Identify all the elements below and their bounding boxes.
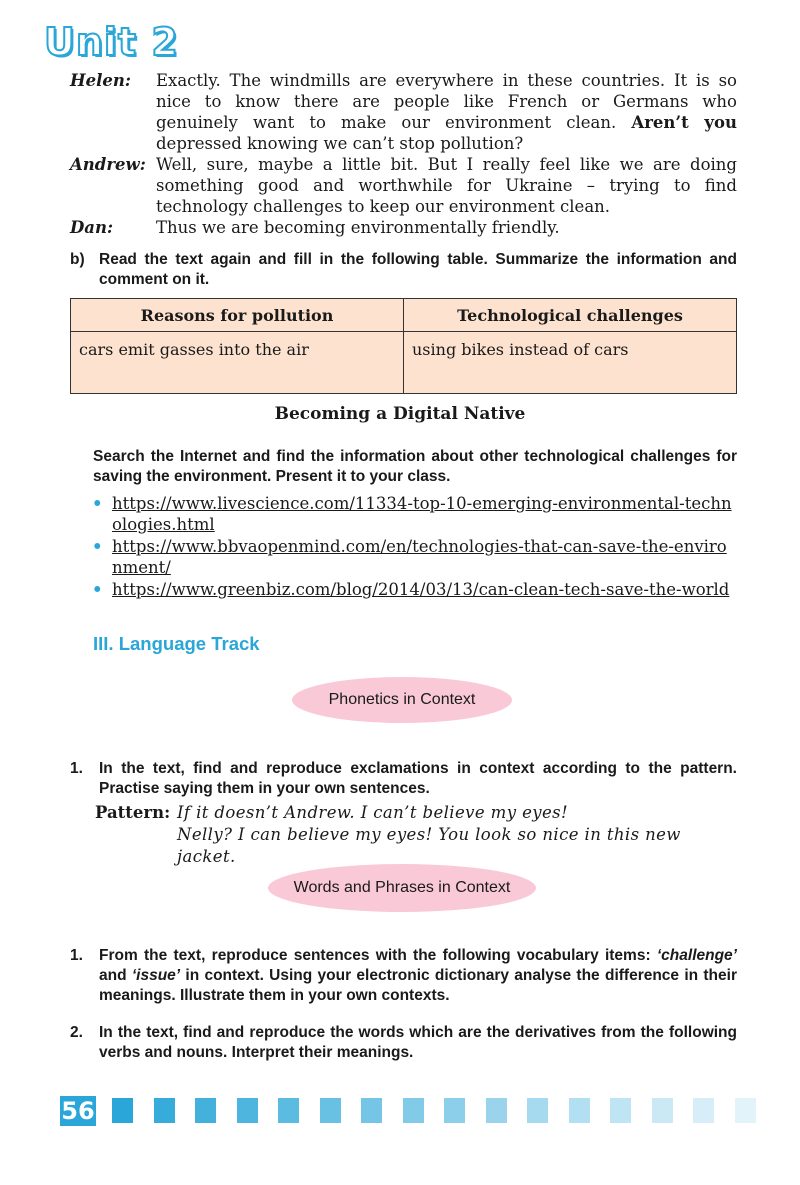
decorative-square bbox=[569, 1098, 590, 1123]
list-item bbox=[92, 536, 737, 578]
decorative-square bbox=[735, 1098, 756, 1123]
pattern-label: Pattern: bbox=[95, 803, 171, 822]
words-phrases-badge: Words and Phrases in Context bbox=[268, 864, 536, 912]
decorative-square bbox=[361, 1098, 382, 1123]
decorative-square bbox=[652, 1098, 673, 1123]
task-1-vocabulary bbox=[70, 946, 737, 1006]
speech-emphasis: Aren’t you bbox=[631, 113, 737, 132]
decorative-square bbox=[320, 1098, 341, 1123]
language-track-title: III. Language Track bbox=[93, 633, 260, 654]
speech-text: depressed knowing we can’t stop pollution? bbox=[156, 134, 524, 153]
list-item bbox=[92, 493, 737, 535]
pattern-row bbox=[95, 802, 737, 824]
speaker: Andrew: bbox=[70, 155, 146, 174]
task-text: In the text, find and reproduce exclamations in context according to the pattern. Practise saying them in your own sentences. bbox=[99, 760, 737, 797]
decorative-square bbox=[112, 1098, 133, 1123]
table-cell[interactable]: cars emit gasses into the air bbox=[71, 332, 404, 394]
pollution-table bbox=[70, 298, 737, 394]
pattern-example: Nelly? I can believe my eyes! You look so nice in this new jacket. bbox=[177, 825, 681, 866]
dialogue-line bbox=[70, 217, 737, 238]
task-text: Read the text again and fill in the following table. Summarize the information and comment on it. bbox=[99, 251, 737, 288]
task-number: 1. bbox=[70, 947, 83, 964]
task-number: 1. bbox=[70, 760, 83, 777]
task-b bbox=[70, 250, 737, 290]
decorative-square bbox=[403, 1098, 424, 1123]
digital-instruction bbox=[93, 447, 737, 487]
task-text: Search the Internet and find the information about other technological challenges for saving the environment. Present it to your class. bbox=[93, 448, 737, 485]
table-header: Technological challenges bbox=[404, 299, 737, 332]
decorative-square bbox=[237, 1098, 258, 1123]
speech: Thus we are becoming environmentally friendly. bbox=[156, 218, 560, 237]
task-text-part: From the text, reproduce sentences with the following vocabulary items: bbox=[99, 947, 657, 964]
task-1-exclamations bbox=[70, 759, 737, 799]
task-number: 2. bbox=[70, 1024, 83, 1041]
web-link[interactable]: https://www.livescience.com/11334-top-10-emerging-environmental-technologies.html bbox=[112, 494, 732, 534]
decorative-square bbox=[444, 1098, 465, 1123]
task-number: b) bbox=[70, 251, 85, 268]
decorative-square bbox=[154, 1098, 175, 1123]
task-2-derivatives bbox=[70, 1023, 737, 1063]
vocab-item: ‘issue’ bbox=[131, 967, 181, 984]
list-item bbox=[92, 579, 737, 600]
table-row bbox=[71, 332, 737, 394]
web-link[interactable]: https://www.bbvaopenmind.com/en/technologies-that-can-save-the-environment/ bbox=[112, 537, 727, 577]
vocab-item: ‘challenge’ bbox=[656, 947, 737, 964]
pattern-row bbox=[95, 824, 737, 868]
bullet-icon: • bbox=[92, 537, 103, 556]
decorative-square bbox=[278, 1098, 299, 1123]
decorative-square bbox=[610, 1098, 631, 1123]
pattern-spacer bbox=[95, 824, 177, 868]
dialogue bbox=[70, 70, 737, 238]
link-list bbox=[92, 493, 737, 601]
task-text bbox=[99, 946, 737, 1006]
speaker: Dan: bbox=[70, 218, 114, 237]
task-text-part: in context. Using your electronic dictionary analyse the difference in their meanings. Illustrate them in your own contexts. bbox=[99, 967, 737, 1004]
bullet-icon: • bbox=[92, 580, 103, 599]
speaker: Helen: bbox=[70, 71, 131, 90]
pattern-example: If it doesn’t Andrew. I can’t believe my eyes! bbox=[177, 803, 569, 822]
speech bbox=[156, 70, 737, 154]
table-header: Reasons for pollution bbox=[71, 299, 404, 332]
decorative-square bbox=[693, 1098, 714, 1123]
table-cell[interactable]: using bikes instead of cars bbox=[404, 332, 737, 394]
dialogue-line bbox=[70, 154, 737, 217]
task-text: In the text, find and reproduce the words which are the derivatives from the following verbs and nouns. Interpret their meanings. bbox=[99, 1024, 737, 1061]
pattern-block bbox=[95, 802, 737, 868]
phonetics-badge: Phonetics in Context bbox=[292, 677, 512, 723]
decorative-square bbox=[527, 1098, 548, 1123]
speech-text: Exactly. The windmills are everywhere in these countries. It is so nice to know there are people like French or Germans who genuinely want to make our environment clean. bbox=[156, 71, 737, 132]
decorative-square bbox=[486, 1098, 507, 1123]
speech: Well, sure, maybe a little bit. But I really feel like we are doing something good and worthwhile for Ukraine – trying to find technology challenges to keep our environment clean. bbox=[156, 155, 737, 216]
dialogue-line bbox=[70, 70, 737, 154]
web-link[interactable]: https://www.greenbiz.com/blog/2014/03/13/can-clean-tech-save-the-world bbox=[112, 580, 730, 599]
section-title: Becoming a Digital Native bbox=[274, 404, 526, 424]
page-number: 56 bbox=[61, 1097, 95, 1125]
decorative-square bbox=[195, 1098, 216, 1123]
unit-title: Unit 2 bbox=[44, 20, 179, 64]
bullet-icon: • bbox=[92, 494, 103, 513]
table-header-row bbox=[71, 299, 737, 332]
task-text-part: and bbox=[99, 967, 132, 984]
